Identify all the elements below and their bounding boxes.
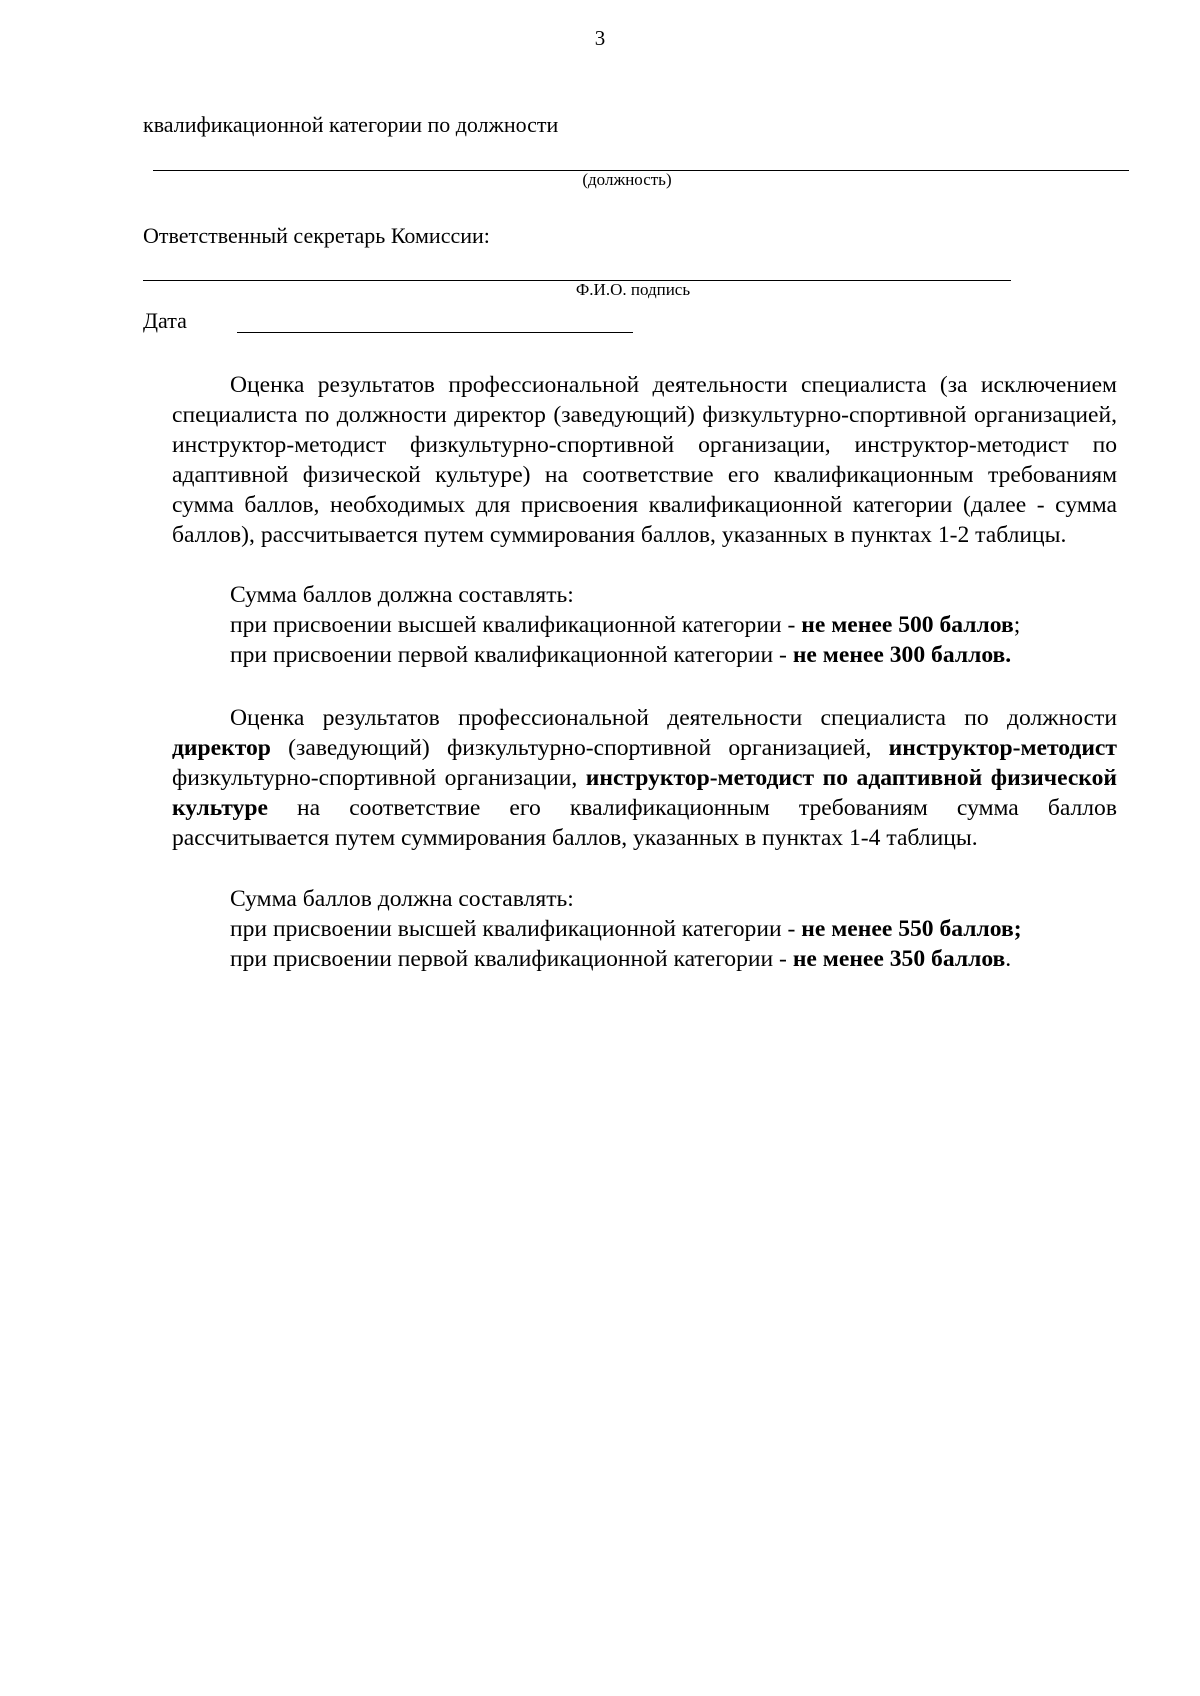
paragraph-text: (заведующий) физкультурно-спортивной организацией, [270,735,889,762]
position-instructor-methodist: инструктор-методист [888,735,1117,762]
page-number: 3 [594,26,606,50]
requirement-value: не менее 300 баллов. [792,642,1012,668]
signature-caption: Ф.И.О. подпись [575,280,691,299]
paragraph-text: на соответствие его квалификационным требованиям сумма баллов рассчитывается путем суммирования баллов, указанных в пунктах 1-4 таблицы. [172,795,1117,852]
position-adaptive-instructor: инструктор-методист по адаптивной физической культуре [172,765,1117,822]
requirement-first-section1 [230,640,1011,670]
requirement-prefix: при присвоении первой квалификационной категории - [230,642,793,668]
sum-intro-section2: Сумма баллов должна составлять: [230,886,574,912]
requirement-value: не менее 350 баллов [792,946,1006,972]
secretary-label: Ответственный секретарь Комиссии: [143,223,490,248]
date-label: Дата [143,308,187,333]
requirement-value: не менее 550 баллов; [801,916,1022,942]
requirement-prefix: при присвоении высшей квалификационной категории - [230,916,802,942]
paragraph-text: физкультурно-спортивной организации, [172,765,586,792]
requirement-prefix: при присвоении высшей квалификационной категории - [230,612,802,638]
category-line: квалификационной категории по должности [143,112,559,137]
position-director: директор [172,735,271,762]
date-blank-line [237,332,633,333]
requirement-first-section2 [230,944,1011,974]
paragraph-text: Оценка результатов профессиональной деятельности специалиста по должности [230,705,1117,731]
requirement-prefix: при присвоении первой квалификационной категории - [230,946,793,972]
requirement-value: не менее 500 баллов [801,612,1014,638]
requirement-suffix: ; [1013,612,1021,638]
paragraph-section1: Оценка результатов профессиональной деятельности специалиста (за исключением специалиста по должности директор (заведующий) физкультурно-спортивной организацией, инструктор-методист физкультурно-спортивной организации, инструктор-методист по адаптивной физической культуре) на соответствие его квалификационным требованиям сумма баллов, необходимых для присвоения квалификационной категории (далее - сумма баллов), рассчитывается путем суммирования баллов, указанных в пунктах 1-2 таблицы. [172,372,1117,549]
requirement-suffix: . [1005,946,1012,972]
position-caption: (должность) [582,170,672,189]
paragraph-section2 [172,703,1117,853]
sum-intro-section1: Сумма баллов должна составлять: [230,582,574,608]
requirement-highest-section2 [230,914,1022,944]
requirement-highest-section1 [230,610,1020,640]
